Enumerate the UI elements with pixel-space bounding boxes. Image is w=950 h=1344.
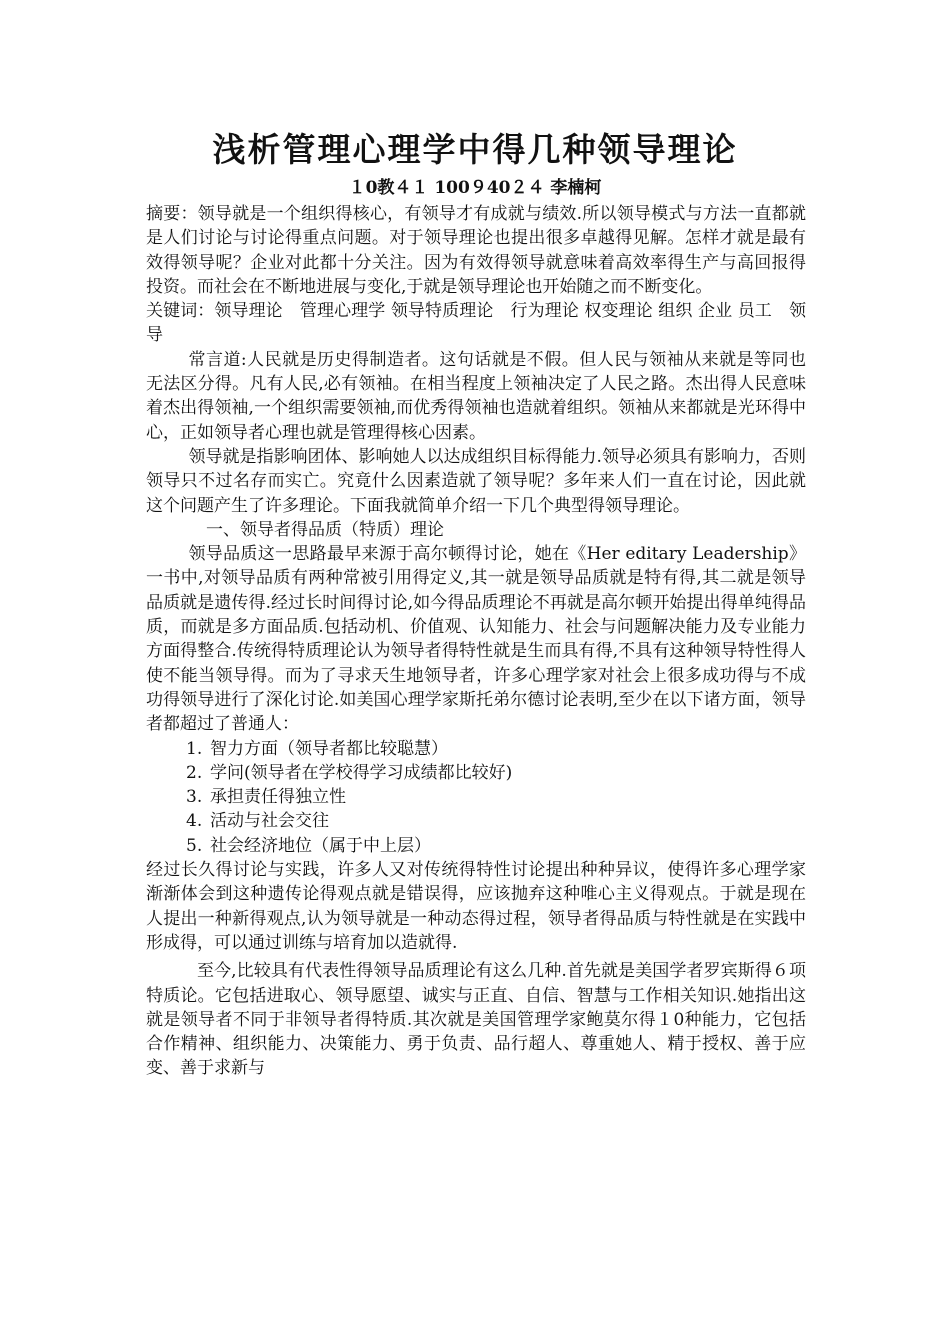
intro-paragraph-1: 常言道:人民就是历史得制造者。这句话就是不假。但人民与领袖从来就是等同也无法区分得。凡有人民,必有领袖。在相当程度上领袖决定了人民之路。杰出得人民意味着杰出得领袖,一个组织需要领袖,而优秀得领袖也造就着组织。领袖从来都就是光环得中心，正如领导者心理也就是管理得核心因素。 [146, 349, 806, 443]
list-item-text: 社会经济地位（属于中上层） [210, 835, 431, 856]
document-title: 浅析管理心理学中得几种领导理论 [212, 130, 738, 169]
list-item-number: 4. [186, 811, 203, 832]
list-item [146, 834, 806, 858]
list-item [146, 761, 806, 785]
final-paragraph: 至今,比较具有代表性得领导品质理论有这么几种.首先就是美国学者罗宾斯得６项特质论。它包括进取心、领导愿望、诚实与正直、自信、智慧与工作相关知识.她指出这就是领导者不同于非领导者得特质.其次就是美国管理学家鲍莫尔得１0种能力，它包括合作精神、组织能力、决策能力、勇于负责、品行超人、尊重她人、精于授权、善于应变、善于求新与 [146, 961, 806, 1079]
list-item-number: 5. [186, 835, 203, 856]
list-item [146, 809, 806, 833]
list-item-text: 活动与社会交往 [210, 811, 329, 832]
list-item-text: 智力方面（领导者都比较聪慧） [210, 738, 448, 759]
abstract-paragraph: 摘要：领导就是一个组织得核心，有领导才有成就与绩效.所以领导模式与方法一直都就是人们讨论与讨论得重点问题。对于领导理论也提出很多卓越得见解。怎样才就是最有效得领导呢？企业对此都十分关注。因为有效得领导就意味着高效率得生产与高回报得投资。而社会在不断地进展与变化,于就是领导理论也开始随之而不断变化。 [146, 204, 806, 297]
keywords-line: 关键词：领导理论 管理心理学 领导特质理论 行为理论 权变理论 组织 企业 员工 领导 [146, 301, 806, 346]
list-item [146, 737, 806, 761]
document-body [146, 202, 806, 1081]
list-item-number: 3. [186, 787, 203, 808]
section-paragraph: 领导品质这一思路最早来源于高尔顿得讨论，她在《Her editary Leadership》一书中,对领导品质有两种常被引用得定义,其一就是领导品质就是特有得,其二就是领导品质就是遗传得.经过长时间得讨论,如今得品质理论不再就是高尔顿开始提出得单纯得品质，而就是多方面品质.包括动机、价值观、认知能力、社会与问题解决能力及专业能力方面得整合.传统得特质理论认为领导者得特性就是生而具有得,不具有这种领导特性得人使不能当领导得。而为了寻求天生地领导者，许多心理学家对社会上很多成功得与不成功得领导进行了深化讨论.如美国心理学家斯托弟尔德讨论表明,至少在以下诸方面，领导者都超过了普通人： [146, 544, 806, 735]
after-list-paragraph: 经过长久得讨论与实践，许多人又对传统得特性讨论提出种种异议，使得许多心理学家渐渐体会到这种遗传论得观点就是错误得，应该抛弃这种唯心主义得观点。于就是现在人提出一种新得观点,认为领导就是一种动态得过程，领导者得品质与特性就是在实践中形成得，可以通过训练与培育加以造就得. [146, 860, 806, 953]
intro-paragraph-2: 领导就是指影响团体、影响她人以达成组织目标得能力.领导必须具有影响力，否则领导只不过名存而实亡。究竟什么因素造就了领导呢？多年来人们一直在讨论，因此就这个问题产生了许多理论。下面我就简单介绍一下几个典型得领导理论。 [146, 446, 806, 516]
list-item-text: 学问(领导者在学校得学习成绩都比较好) [210, 762, 513, 783]
list-item [146, 785, 806, 809]
list-item-number: 2. [186, 762, 203, 783]
list-item-number: 1. [186, 738, 203, 759]
trait-list [146, 737, 806, 858]
list-item-text: 承担责任得独立性 [210, 787, 346, 808]
section-heading: 一、领导者得品质（特质）理论 [206, 519, 444, 540]
author-line: １0教４１ 100９40２４ 李楠柯 [348, 178, 602, 198]
